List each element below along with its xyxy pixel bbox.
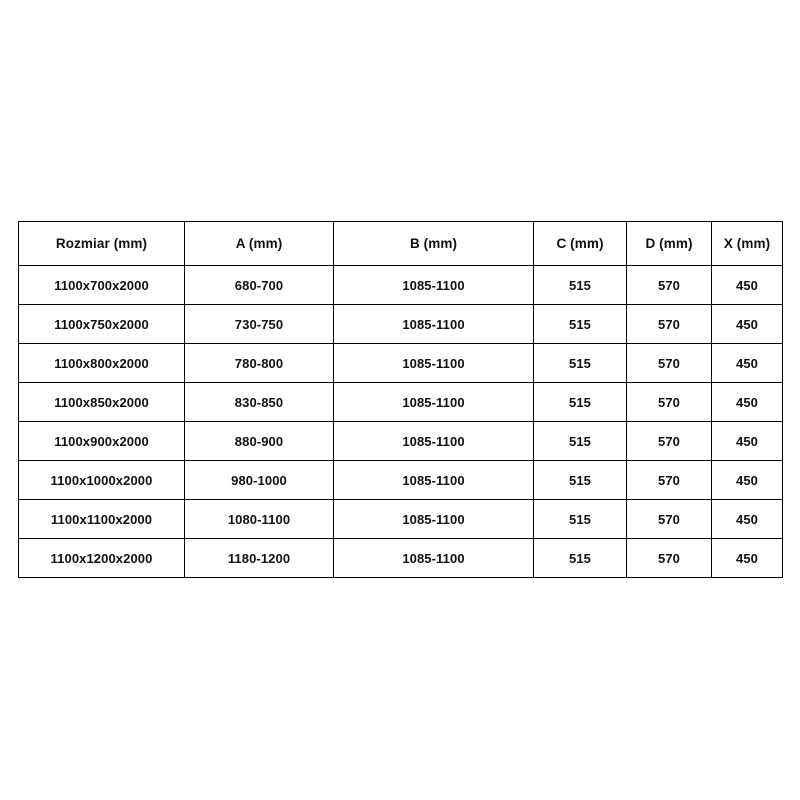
cell-a: 980-1000 — [185, 461, 334, 500]
cell-b: 1085-1100 — [334, 344, 534, 383]
cell-x: 450 — [712, 344, 783, 383]
table-row — [19, 305, 783, 344]
cell-d: 570 — [627, 422, 712, 461]
cell-a: 830-850 — [185, 383, 334, 422]
table-row — [19, 461, 783, 500]
cell-size: 1100x850x2000 — [19, 383, 185, 422]
cell-d: 570 — [627, 383, 712, 422]
cell-c: 515 — [534, 500, 627, 539]
cell-d: 570 — [627, 461, 712, 500]
cell-c: 515 — [534, 305, 627, 344]
cell-x: 450 — [712, 305, 783, 344]
table-row — [19, 344, 783, 383]
cell-c: 515 — [534, 539, 627, 578]
column-header-b: B (mm) — [334, 222, 534, 266]
cell-b: 1085-1100 — [334, 539, 534, 578]
cell-size: 1100x750x2000 — [19, 305, 185, 344]
table-row — [19, 383, 783, 422]
table-row — [19, 539, 783, 578]
column-header-c: C (mm) — [534, 222, 627, 266]
cell-d: 570 — [627, 539, 712, 578]
table-header — [19, 222, 783, 266]
cell-b: 1085-1100 — [334, 383, 534, 422]
cell-c: 515 — [534, 422, 627, 461]
cell-c: 515 — [534, 344, 627, 383]
cell-x: 450 — [712, 539, 783, 578]
column-header-size: Rozmiar (mm) — [19, 222, 185, 266]
table-row — [19, 422, 783, 461]
cell-c: 515 — [534, 461, 627, 500]
cell-d: 570 — [627, 500, 712, 539]
cell-b: 1085-1100 — [334, 422, 534, 461]
cell-x: 450 — [712, 383, 783, 422]
cell-x: 450 — [712, 500, 783, 539]
cell-size: 1100x1000x2000 — [19, 461, 185, 500]
cell-a: 1180-1200 — [185, 539, 334, 578]
cell-d: 570 — [627, 266, 712, 305]
cell-x: 450 — [712, 266, 783, 305]
cell-b: 1085-1100 — [334, 500, 534, 539]
cell-a: 780-800 — [185, 344, 334, 383]
dimension-table — [18, 221, 783, 578]
table-row — [19, 500, 783, 539]
cell-b: 1085-1100 — [334, 305, 534, 344]
cell-a: 880-900 — [185, 422, 334, 461]
table-body — [19, 266, 783, 578]
column-header-a: A (mm) — [185, 222, 334, 266]
cell-a: 1080-1100 — [185, 500, 334, 539]
cell-d: 570 — [627, 305, 712, 344]
cell-size: 1100x800x2000 — [19, 344, 185, 383]
cell-size: 1100x1200x2000 — [19, 539, 185, 578]
cell-x: 450 — [712, 422, 783, 461]
cell-size: 1100x1100x2000 — [19, 500, 185, 539]
cell-size: 1100x700x2000 — [19, 266, 185, 305]
column-header-d: D (mm) — [627, 222, 712, 266]
cell-c: 515 — [534, 383, 627, 422]
cell-a: 730-750 — [185, 305, 334, 344]
table-header-row — [19, 222, 783, 266]
table-row — [19, 266, 783, 305]
cell-size: 1100x900x2000 — [19, 422, 185, 461]
cell-a: 680-700 — [185, 266, 334, 305]
dimension-table-container — [18, 221, 782, 578]
cell-x: 450 — [712, 461, 783, 500]
cell-b: 1085-1100 — [334, 461, 534, 500]
column-header-x: X (mm) — [712, 222, 783, 266]
cell-b: 1085-1100 — [334, 266, 534, 305]
cell-c: 515 — [534, 266, 627, 305]
cell-d: 570 — [627, 344, 712, 383]
